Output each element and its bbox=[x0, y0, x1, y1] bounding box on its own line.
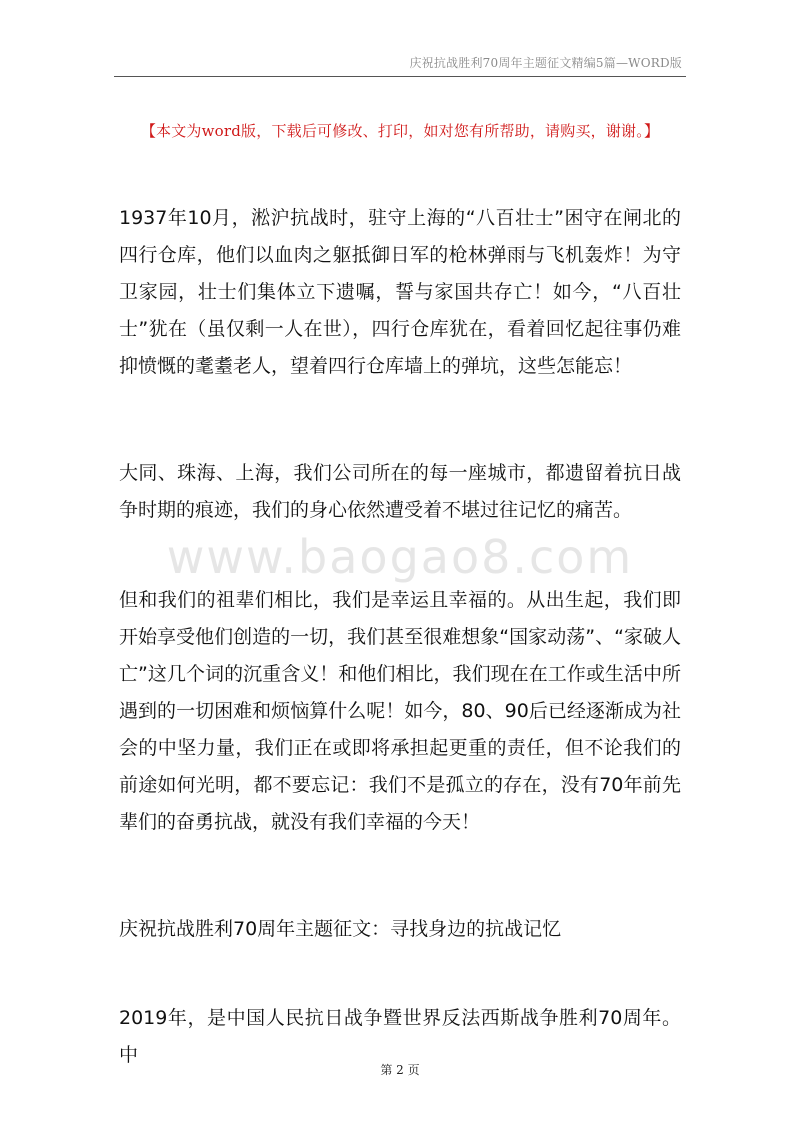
body-paragraph: 2019年，是中国人民抗日战争暨世界反法西斯战争胜利70周年。中 bbox=[119, 1007, 681, 1066]
body-paragraph: 但和我们的祖辈们相比，我们是幸运且幸福的。从出生起，我们即开始享受他们创造的一切，我们甚至很难想象“国家动荡”、“家破人亡”这几个词的沉重含义！和他们相比，我们现在在工作或生活中所遇到的一切困难和烦恼算什么呢！如今，80、90后已经逐渐成为社会的中坚力量，我们正在或即将承担起更重的责任，但不论我们的前途如何光明，都不要忘记：我们不是孤立的存在，没有70年前先辈们的奋勇抗战，就没有我们幸福的今天！ bbox=[119, 589, 681, 833]
header-divider bbox=[114, 76, 686, 77]
body-paragraph: 1937年10月，淞沪抗战时，驻守上海的“八百壮士”困守在闸北的四行仓库，他们以血肉之躯抵御日军的枪林弹雨与飞机轰炸！为守卫家园，壮士们集体立下遗嘱，誓与家国共存亡！如今，“八百壮士”犹在（虽仅剩一人在世），四行仓库犹在，看着回忆起往事仍难抑愤慨的耄耋老人，望着四行仓库墙上的弹坑，这些怎能忘！ bbox=[119, 207, 681, 377]
page-number: 第 2 页 bbox=[380, 1063, 420, 1077]
purchase-notice: 【本文为word版，下载后可修改、打印，如对您有所帮助，请购买，谢谢。】 bbox=[140, 122, 660, 140]
running-header: 庆祝抗战胜利70周年主题征文精编5篇—WORD版 bbox=[409, 56, 682, 70]
section-heading: 庆祝抗战胜利70周年主题征文：寻找身边的抗战记忆 bbox=[119, 918, 562, 940]
body-paragraph: 大同、珠海、上海，我们公司所在的每一座城市，都遗留着抗日战争时期的痕迹，我们的身心依然遭受着不堪过往记忆的痛苦。 bbox=[119, 462, 681, 521]
watermark-text: www.baogao8.com bbox=[166, 530, 634, 584]
